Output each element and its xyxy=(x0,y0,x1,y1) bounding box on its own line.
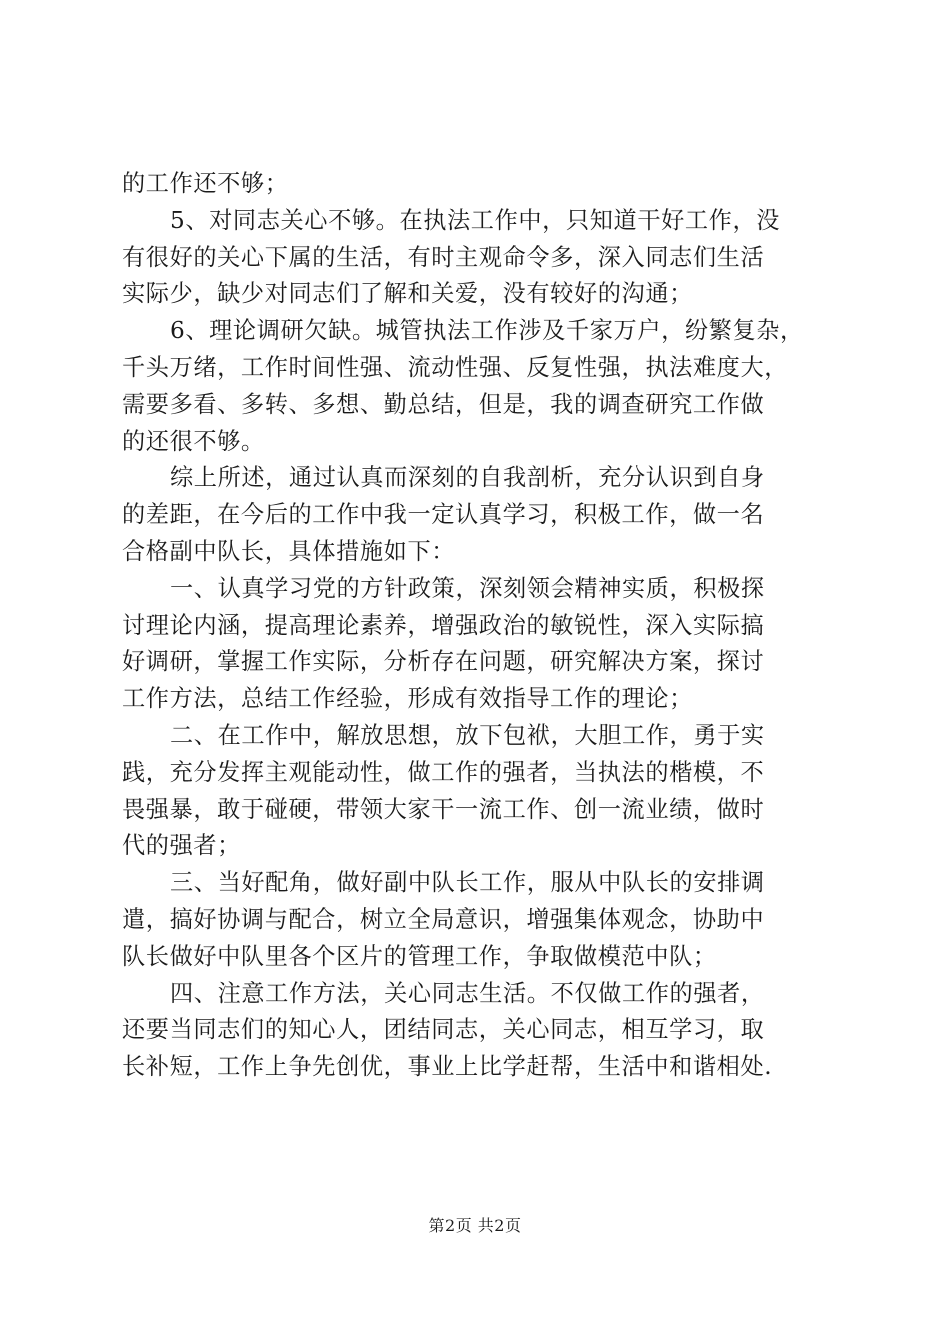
text-line: 工作方法，总结工作经验，形成有效指导工作的理论； xyxy=(122,685,693,713)
text-line: 讨理论内涵，提高理论素养，增强政治的敏锐性，深入实际搞 xyxy=(122,611,765,639)
text-line: 还要当同志们的知心人，团结同志，关心同志，相互学习，取 xyxy=(122,1016,765,1044)
document-body xyxy=(122,166,838,1086)
text-line: 的还很不够。 xyxy=(122,427,265,455)
text-line: 遣，搞好协调与配合，树立全局意识，增强集体观念，协助中 xyxy=(122,905,765,933)
text-line: 的工作还不够； xyxy=(122,170,289,197)
text-line: 长补短，工作上争先创优，事业上比学赶帮，生活中和谐相处. xyxy=(122,1053,773,1081)
text-line: 有很好的关心下属的生活，有时主观命令多，深入同志们生活 xyxy=(122,243,765,271)
text-line: 二、在工作中，解放思想，放下包袱，大胆工作，勇于实 xyxy=(170,721,765,749)
text-line: 的差距，在今后的工作中我一定认真学习，积极工作，做一名 xyxy=(122,501,765,529)
text-line: 一、认真学习党的方针政策，深刻领会精神实质，积极探 xyxy=(170,574,765,602)
text-line: 畏强暴，敢于碰硬，带领大家干一流工作、创一流业绩，做时 xyxy=(122,795,765,823)
text-line: 5、对同志关心不够。在执法工作中，只知道干好工作，没 xyxy=(170,206,781,234)
page-number-footer: 第2页 共2页 xyxy=(428,1216,522,1235)
text-line: 千头万绪，工作时间性强、流动性强、反复性强，执法难度大， xyxy=(122,353,789,381)
text-line: 合格副中队长，具体措施如下： xyxy=(122,537,456,565)
text-line: 6、理论调研欠缺。城管执法工作涉及千家万户，纷繁复杂， xyxy=(170,317,804,345)
text-line: 需要多看、多转、多想、勤总结，但是，我的调查研究工作做 xyxy=(122,390,765,418)
text-line: 四、注意工作方法，关心同志生活。不仅做工作的强者， xyxy=(170,979,765,1007)
text-line: 三、当好配角，做好副中队长工作，服从中队长的安排调 xyxy=(170,869,765,897)
text-line: 综上所述，通过认真而深刻的自我剖析，充分认识到自身 xyxy=(170,464,765,492)
text-line: 队长做好中队里各个区片的管理工作，争取做模范中队； xyxy=(122,942,717,970)
text-line: 代的强者； xyxy=(122,832,241,860)
text-line: 好调研，掌握工作实际，分析存在问题，研究解决方案，探讨 xyxy=(122,648,765,676)
text-line: 践，充分发挥主观能动性，做工作的强者，当执法的楷模，不 xyxy=(122,758,765,786)
text-line: 实际少，缺少对同志们了解和关爱，没有较好的沟通； xyxy=(122,280,693,308)
